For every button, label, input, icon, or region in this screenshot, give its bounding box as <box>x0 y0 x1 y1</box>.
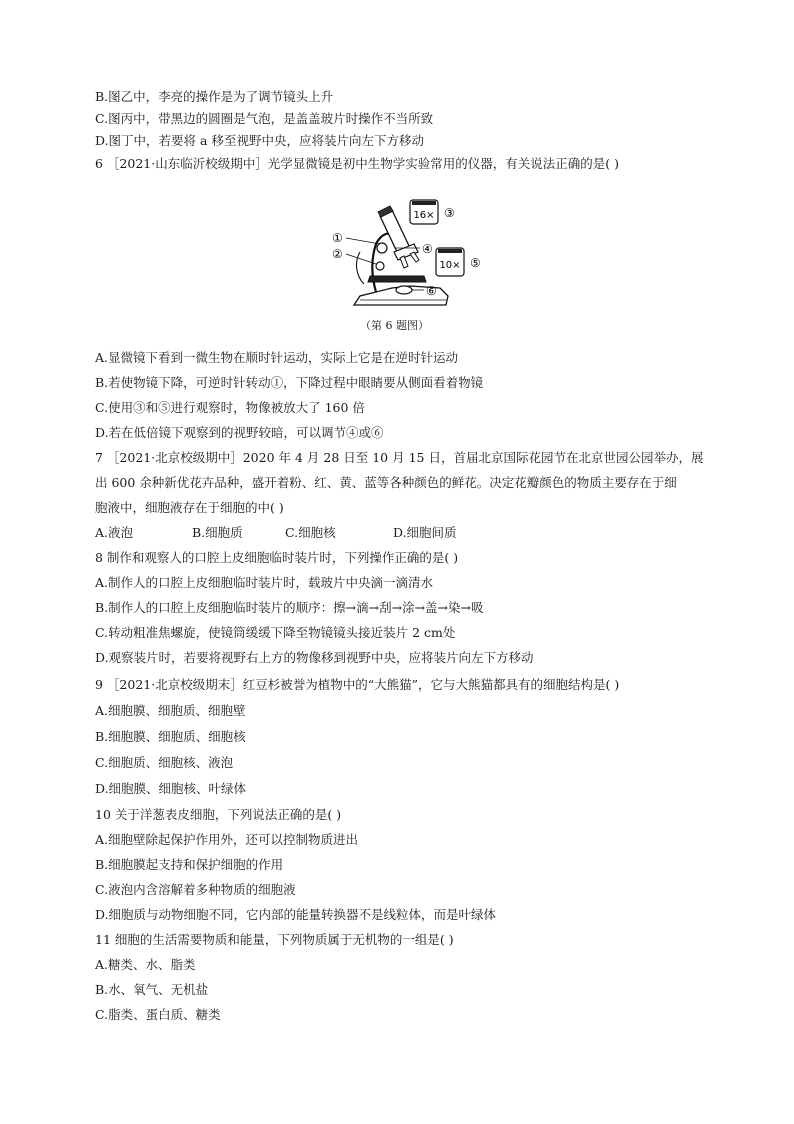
q7-option-a: A.液泡 <box>95 525 134 540</box>
eyepiece-mag-label: 16× <box>413 210 435 221</box>
q7-stem-line2: 出 600 余种新优花卉品种，盛开着粉、红、黄、蓝等各种颜色的鲜花。决定花瓣颜色的物质主要存在于细 <box>95 475 677 490</box>
label-2: ② <box>332 247 343 261</box>
q9-option-d: D.细胞膜、细胞核、叶绿体 <box>95 781 247 796</box>
q6-option-c: C.使用③和⑤进行观察时，物像被放大了 160 倍 <box>95 400 365 415</box>
q10-option-a: A.细胞壁除起保护作用外，还可以控制物质进出 <box>95 832 359 847</box>
label-1: ① <box>332 231 343 245</box>
leader-line-1 <box>346 238 380 244</box>
q11-option-c: C.脂类、蛋白质、糖类 <box>95 1007 221 1022</box>
eyepiece-inset-cap <box>412 201 436 205</box>
figure-caption: （第 6 题图） <box>360 319 429 332</box>
q7-stem-line3: 胞液中，细胞液存在于细胞的中( ) <box>95 500 284 515</box>
objective-lens <box>400 256 408 268</box>
q7-option-c: C.细胞核 <box>285 525 336 540</box>
q5-option-c: C.图丙中，带黑边的圆圈是气泡，是盖盖玻片时操作不当所致 <box>95 111 434 126</box>
q9-option-b: B.细胞膜、细胞质、细胞核 <box>95 729 246 744</box>
q11-option-a: A.糖类、水、脂类 <box>95 957 196 972</box>
objective-lens-2 <box>410 252 419 262</box>
q8-option-c: C.转动粗准焦螺旋，使镜筒缓缓下降至物镜镜头接近装片 2 cm处 <box>95 625 456 640</box>
q5-option-b: B.图乙中，李亮的操作是为了调节镜头上升 <box>95 89 334 104</box>
label-3: ③ <box>444 206 455 220</box>
microscope-stage <box>368 276 426 282</box>
q6-option-b: B.若使物镜下降，可逆时针转动①，下降过程中眼睛要从侧面看着物镜 <box>95 375 484 390</box>
microscope-illustration <box>300 192 500 312</box>
objective-mag-label: 10× <box>439 260 461 271</box>
microscope-figure <box>300 192 500 312</box>
q10-option-c: C.液泡内含溶解着多种物质的细胞液 <box>95 882 296 897</box>
q11-option-b: B.水、氧气、无机盐 <box>95 982 209 997</box>
fine-knob <box>376 262 384 270</box>
q7-option-d: D.细胞间质 <box>393 525 457 540</box>
q6-option-d: D.若在低倍镜下观察到的视野较暗，可以调节④或⑥ <box>95 425 384 440</box>
label-5: ⑤ <box>470 256 481 270</box>
q8-option-b: B.制作人的口腔上皮细胞临时装片的顺序：擦→滴→刮→涂→盖→染→吸 <box>95 600 484 615</box>
q7-option-b: B.细胞质 <box>192 525 243 540</box>
q5-option-d: D.图丁中，若要将 a 移至视野中央，应将装片向左下方移动 <box>95 133 424 148</box>
q11-stem: 11 细胞的生活需要物质和能量，下列物质属于无机物的一组是( ) <box>95 932 454 947</box>
leader-line-2 <box>346 254 376 264</box>
microscope-mirror <box>396 286 412 294</box>
q8-option-a: A.制作人的口腔上皮细胞临时装片时，载玻片中央滴一滴清水 <box>95 575 434 590</box>
label-4: ④ <box>422 242 433 256</box>
label-6: ⑥ <box>426 284 437 298</box>
q6-option-a: A.显微镜下看到一微生物在顺时针运动，实际上它是在逆时针运动 <box>95 350 459 365</box>
coarse-knob <box>377 243 387 253</box>
q8-stem: 8 制作和观察人的口腔上皮细胞临时装片时，下列操作正确的是( ) <box>95 550 459 565</box>
q7-stem-line1: 7 ［2021·北京校级期中］2020 年 4 月 28 日至 10 月 15 日，首届北京国际花园节在北京世园公园举办，展 <box>95 450 704 465</box>
q10-option-b: B.细胞膜起支持和保护细胞的作用 <box>95 857 284 872</box>
q9-stem: 9 ［2021·北京校级期末］红豆杉被誉为植物中的“大熊猫”，它与大熊猫都具有的细胞结构是( ) <box>95 677 620 692</box>
q10-stem: 10 关于洋葱表皮细胞，下列说法正确的是( ) <box>95 807 342 822</box>
q6-stem: 6 ［2021·山东临沂校级期中］光学显微镜是初中生物学实验常用的仪器，有关说法正确的是( ) <box>95 156 619 171</box>
objective-inset-cap <box>438 249 462 253</box>
q10-option-d: D.细胞质与动物细胞不同，它内部的能量转换器不是线粒体，而是叶绿体 <box>95 907 497 922</box>
q9-option-c: C.细胞质、细胞核、液泡 <box>95 755 234 770</box>
arm-curve <box>357 252 364 284</box>
q8-option-d: D.观察装片时，若要将视野右上方的物像移到视野中央，应将装片向左下方移动 <box>95 650 534 665</box>
q9-option-a: A.细胞膜、细胞质、细胞壁 <box>95 703 246 718</box>
q7-options <box>95 524 457 542</box>
